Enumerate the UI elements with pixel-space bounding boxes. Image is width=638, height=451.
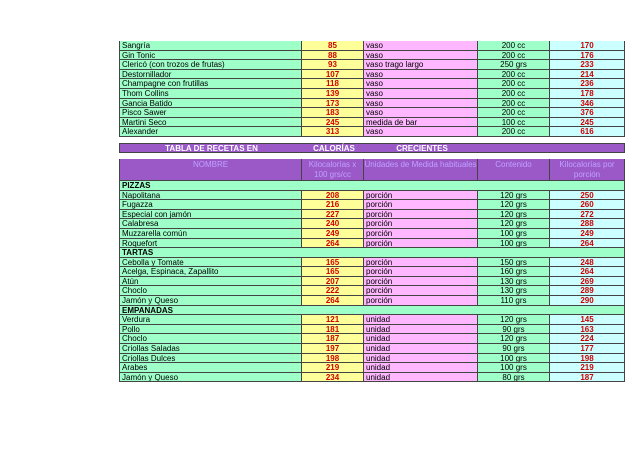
cell-kcal: 139 (302, 89, 364, 99)
cell-content: 120 grs (478, 315, 550, 325)
cell-kcal: 227 (302, 210, 364, 220)
cell-kcal: 264 (302, 296, 364, 306)
cell-total: 249 (550, 229, 625, 239)
cell-content: 200 cc (478, 79, 550, 89)
cell-total: 233 (550, 60, 625, 70)
header-unit: Unidades de Medida habituales (364, 159, 478, 181)
cell-kcal: 165 (302, 258, 364, 268)
cell-total: 289 (550, 286, 625, 296)
cell-content: 120 grs (478, 191, 550, 201)
cell-unit: porción (364, 277, 478, 287)
cell-unit: porción (364, 239, 478, 249)
cell-name: Jamón y Queso (119, 296, 302, 306)
cell-content: 200 cc (478, 127, 550, 137)
cell-kcal: 208 (302, 191, 364, 201)
cell-name: Thom Collins (119, 89, 302, 99)
cell-unit: vaso (364, 108, 478, 118)
cell-kcal: 198 (302, 354, 364, 364)
cell-content: 120 grs (478, 334, 550, 344)
cell-kcal: 88 (302, 51, 364, 61)
table-row[interactable] (119, 363, 625, 373)
title-right: CRECIENTES (396, 143, 448, 153)
cell-name: Pisco Sawer (119, 108, 302, 118)
table-row[interactable] (119, 60, 625, 70)
table-row[interactable] (119, 219, 625, 229)
cell-kcal: 173 (302, 99, 364, 109)
table-row[interactable] (119, 354, 625, 364)
cell-unit: unidad (364, 373, 478, 383)
table-row[interactable] (119, 229, 625, 239)
cell-content: 120 grs (478, 200, 550, 210)
cell-unit: vaso (364, 89, 478, 99)
cell-total: 272 (550, 210, 625, 220)
header-kcal: Kilocalorías x 100 grs/cc (302, 159, 364, 181)
cell-content: 100 grs (478, 229, 550, 239)
cell-name: Napolitana (119, 191, 302, 201)
cell-name: Fugazza (119, 200, 302, 210)
table-row[interactable] (119, 41, 625, 51)
cell-total: 219 (550, 363, 625, 373)
cell-total: 288 (550, 219, 625, 229)
table-row[interactable] (119, 296, 625, 306)
cell-kcal: 165 (302, 267, 364, 277)
cell-kcal: 197 (302, 344, 364, 354)
cell-content: 130 grs (478, 277, 550, 287)
cell-unit: vaso (364, 99, 478, 109)
food-sections (119, 181, 625, 382)
cell-name: Gin Tonic (119, 51, 302, 61)
title-filler (479, 144, 626, 154)
cell-name: Arabes (119, 363, 302, 373)
header-name: NOMBRE (119, 159, 302, 181)
table-row[interactable] (119, 258, 625, 268)
cell-total: 176 (550, 51, 625, 61)
cell-content: 150 grs (478, 258, 550, 268)
cell-content: 120 grs (478, 210, 550, 220)
table-row[interactable] (119, 239, 625, 249)
cell-total: 163 (550, 325, 625, 335)
table-row[interactable] (119, 344, 625, 354)
cell-unit: porción (364, 286, 478, 296)
cell-name: Calabresa (119, 219, 302, 229)
cell-content: 130 grs (478, 286, 550, 296)
section-heading: TARTAS (119, 248, 625, 258)
table-title-bar (119, 143, 625, 153)
table-row[interactable] (119, 70, 625, 80)
table-row[interactable] (119, 315, 625, 325)
cell-unit: porción (364, 296, 478, 306)
cell-kcal: 234 (302, 373, 364, 383)
cell-total: 616 (550, 127, 625, 137)
cell-kcal: 216 (302, 200, 364, 210)
table-row[interactable] (119, 373, 625, 383)
title-mid: CALORÍAS (313, 143, 355, 153)
cell-name: Criollas Dulces (119, 354, 302, 364)
cell-unit: unidad (364, 363, 478, 373)
cell-content: 100 grs (478, 239, 550, 249)
cell-kcal: 85 (302, 41, 364, 51)
cell-unit: porción (364, 258, 478, 268)
table-row[interactable] (119, 108, 625, 118)
cell-name: Pollo (119, 325, 302, 335)
cell-content: 200 cc (478, 108, 550, 118)
cell-kcal: 249 (302, 229, 364, 239)
cell-content: 100 cc (478, 118, 550, 128)
cell-name: Destornillador (119, 70, 302, 80)
cell-name: Sangría (119, 41, 302, 51)
table-row[interactable] (119, 79, 625, 89)
cell-unit: porción (364, 267, 478, 277)
cell-content: 250 grs (478, 60, 550, 70)
cell-name: Clericó (con trozos de frutas) (119, 60, 302, 70)
cell-name: Jamón y Queso (119, 373, 302, 383)
cell-total: 264 (550, 239, 625, 249)
cell-unit: porción (364, 229, 478, 239)
header-content: Contenido (478, 159, 550, 181)
table-row[interactable] (119, 127, 625, 137)
cell-name: Cebolla y Tomate (119, 258, 302, 268)
cell-unit: porción (364, 200, 478, 210)
cell-unit: unidad (364, 334, 478, 344)
cell-name: Roquefort (119, 239, 302, 249)
cell-unit: vaso (364, 41, 478, 51)
cell-name: Acelga, Espinaca, Zapallito (119, 267, 302, 277)
cell-total: 248 (550, 258, 625, 268)
table-row[interactable] (119, 191, 625, 201)
cell-name: Criollas Saladas (119, 344, 302, 354)
cell-total: 346 (550, 99, 625, 109)
cell-content: 120 grs (478, 219, 550, 229)
cell-unit: medida de bar (364, 118, 478, 128)
cell-name: Especial con jamón (119, 210, 302, 220)
table-row[interactable] (119, 267, 625, 277)
section-heading: EMPANADAS (119, 306, 625, 316)
cell-name: Gancia Batido (119, 99, 302, 109)
table-row[interactable] (119, 334, 625, 344)
cell-total: 290 (550, 296, 625, 306)
section-heading: PIZZAS (119, 181, 625, 191)
table-row[interactable] (119, 118, 625, 128)
cell-name: Muzzarella común (119, 229, 302, 239)
cell-unit: porción (364, 191, 478, 201)
cell-content: 200 cc (478, 51, 550, 61)
cell-name: Alexander (119, 127, 302, 137)
cell-unit: vaso (364, 51, 478, 61)
cell-kcal: 181 (302, 325, 364, 335)
cell-total: 236 (550, 79, 625, 89)
cell-unit: porción (364, 219, 478, 229)
cell-content: 90 grs (478, 325, 550, 335)
cell-kcal: 219 (302, 363, 364, 373)
cell-unit: vaso (364, 79, 478, 89)
table-row[interactable] (119, 325, 625, 335)
cell-total: 224 (550, 334, 625, 344)
cell-total: 177 (550, 344, 625, 354)
cell-kcal: 121 (302, 315, 364, 325)
cell-content: 200 cc (478, 89, 550, 99)
cell-total: 245 (550, 118, 625, 128)
title-left: TABLA DE RECETAS EN (165, 143, 258, 153)
cell-unit: porción (364, 210, 478, 220)
cell-kcal: 222 (302, 286, 364, 296)
cell-content: 80 grs (478, 373, 550, 383)
table-row[interactable] (119, 99, 625, 109)
cell-total: 170 (550, 41, 625, 51)
cell-total: 198 (550, 354, 625, 364)
cell-kcal: 118 (302, 79, 364, 89)
cell-kcal: 207 (302, 277, 364, 287)
table-row[interactable] (119, 51, 625, 61)
table-row[interactable] (119, 286, 625, 296)
cell-unit: unidad (364, 354, 478, 364)
cell-total: 214 (550, 70, 625, 80)
cell-kcal: 313 (302, 127, 364, 137)
cell-name: Verdura (119, 315, 302, 325)
cell-content: 200 cc (478, 99, 550, 109)
table-row[interactable] (119, 200, 625, 210)
cell-unit: vaso (364, 70, 478, 80)
cell-unit: vaso (364, 127, 478, 137)
cell-total: 187 (550, 373, 625, 383)
cell-content: 160 grs (478, 267, 550, 277)
column-headers (119, 159, 625, 181)
cell-total: 376 (550, 108, 625, 118)
cell-content: 90 grs (478, 344, 550, 354)
drinks-block (119, 41, 625, 137)
recipe-table (119, 41, 625, 382)
cell-kcal: 93 (302, 60, 364, 70)
cell-total: 260 (550, 200, 625, 210)
cell-kcal: 264 (302, 239, 364, 249)
cell-kcal: 187 (302, 334, 364, 344)
cell-content: 200 cc (478, 70, 550, 80)
table-row[interactable] (119, 89, 625, 99)
header-total: Kilocalorías por porción (550, 159, 625, 181)
cell-content: 200 cc (478, 41, 550, 51)
cell-total: 178 (550, 89, 625, 99)
cell-name: Martini Seco (119, 118, 302, 128)
cell-unit: vaso trago largo (364, 60, 478, 70)
table-row[interactable] (119, 277, 625, 287)
cell-total: 250 (550, 191, 625, 201)
cell-name: Atún (119, 277, 302, 287)
cell-name: Choclo (119, 286, 302, 296)
cell-kcal: 240 (302, 219, 364, 229)
cell-content: 100 grs (478, 354, 550, 364)
cell-unit: unidad (364, 344, 478, 354)
cell-unit: unidad (364, 315, 478, 325)
cell-unit: unidad (364, 325, 478, 335)
table-row[interactable] (119, 210, 625, 220)
cell-content: 110 grs (478, 296, 550, 306)
cell-content: 100 grs (478, 363, 550, 373)
cell-total: 145 (550, 315, 625, 325)
cell-total: 264 (550, 267, 625, 277)
cell-kcal: 245 (302, 118, 364, 128)
cell-kcal: 107 (302, 70, 364, 80)
cell-kcal: 183 (302, 108, 364, 118)
cell-name: Choclo (119, 334, 302, 344)
cell-name: Champagne con frutillas (119, 79, 302, 89)
cell-total: 269 (550, 277, 625, 287)
